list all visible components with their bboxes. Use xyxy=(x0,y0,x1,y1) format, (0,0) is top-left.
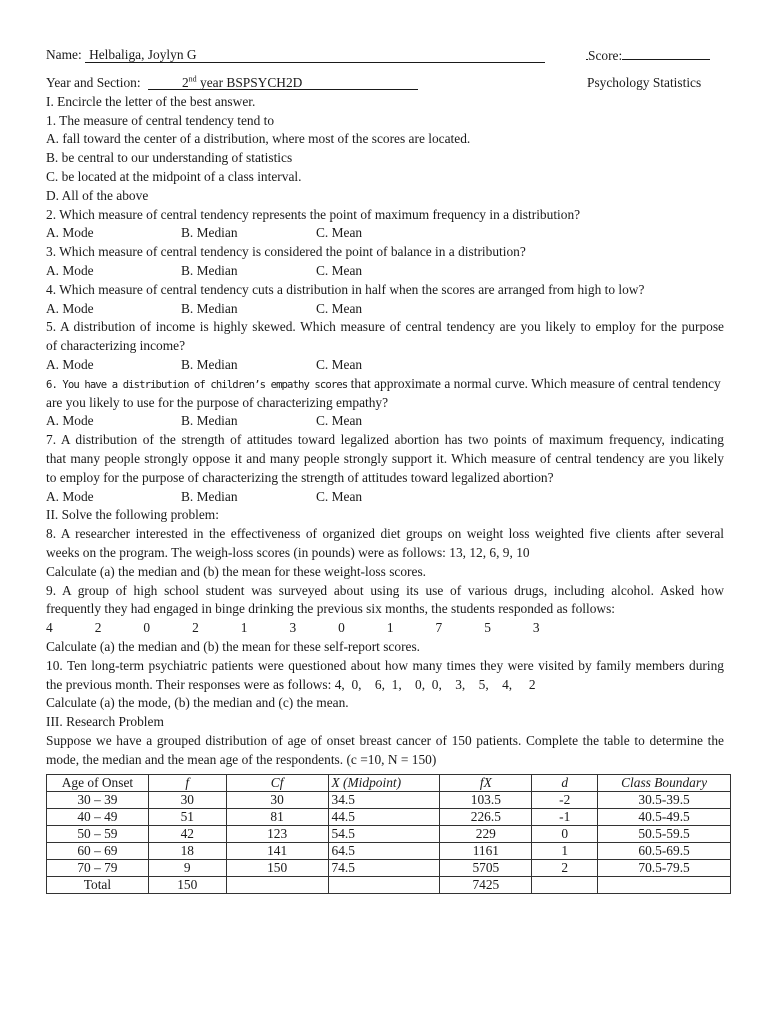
cell-boundary: 70.5-79.5 xyxy=(598,860,731,877)
question-5-line2: of characterizing income? xyxy=(46,338,186,354)
question-4: 4. Which measure of central tendency cuts a distribution in half when the scores are arranged from high to low? xyxy=(46,281,645,297)
q6-options xyxy=(46,412,724,431)
name-score-row xyxy=(46,44,724,66)
cell-d: 2 xyxy=(532,860,598,877)
q3-option-c[interactable]: C. Mean xyxy=(316,262,363,278)
cell-midpoint: 44.5 xyxy=(328,809,440,826)
q7-option-c[interactable]: C. Mean xyxy=(316,488,363,504)
q3-option-b[interactable]: B. Median xyxy=(181,262,238,278)
question-10-line2: the previous month. Their responses were as follows: 4, 0, 6, 1, 0, 0, 3, 5, 4, 2 xyxy=(46,676,536,692)
cell-d: -2 xyxy=(532,792,598,809)
cell-fx: 103.5 xyxy=(440,792,532,809)
cell-midpoint: 74.5 xyxy=(328,860,440,877)
header-age-of-onset: Age of Onset xyxy=(47,775,149,792)
question-2: 2. Which measure of central tendency represents the point of maximum frequency in a distribution? xyxy=(46,206,581,222)
header-midpoint: X (Midpoint) xyxy=(328,775,440,792)
cell-boundary: 40.5-49.5 xyxy=(598,809,731,826)
table-row xyxy=(47,809,731,826)
header-fx: fX xyxy=(440,775,532,792)
question-6-line2: are you likely to use for the purpose of characterizing empathy? xyxy=(46,394,389,410)
q1-option-b[interactable]: B. be central to our understanding of statistics xyxy=(46,150,293,166)
question-10-line1: 10. Ten long-term psychiatric patients were questioned about how many times they were visited by family members during xyxy=(46,657,724,673)
year-section-label: Year and Section: xyxy=(46,75,141,90)
cell-fx: 5705 xyxy=(440,860,532,877)
cell-f: 30 xyxy=(148,792,226,809)
cell-midpoint: 64.5 xyxy=(328,843,440,860)
q9-value: 2 xyxy=(94,620,102,636)
q4-options xyxy=(46,300,724,319)
question-8-line3: Calculate (a) the median and (b) the mean for these weight-loss scores. xyxy=(46,563,427,579)
q5-options xyxy=(46,356,724,375)
q5-option-a[interactable]: A. Mode xyxy=(46,356,94,372)
cell-f: 42 xyxy=(148,826,226,843)
name-value: Helbaliga, Joylyn G xyxy=(89,47,197,62)
q7-option-b[interactable]: B. Median xyxy=(181,488,238,504)
cell-boundary: 30.5-39.5 xyxy=(598,792,731,809)
score-label: Score: xyxy=(588,48,623,63)
question-9-values xyxy=(46,619,724,638)
question-9-line2: frequently they had engaged in binge drinking the previous six months, the students responded as follows: xyxy=(46,601,615,617)
q9-value: 5 xyxy=(484,620,491,636)
cell-f: 9 xyxy=(148,860,226,877)
section2-title: II. Solve the following problem: xyxy=(46,507,219,523)
name-label: Name: xyxy=(46,47,82,62)
table-row xyxy=(47,843,731,860)
q9-value: 1 xyxy=(386,620,394,636)
cell-cf: 150 xyxy=(226,860,328,877)
cell-midpoint: 34.5 xyxy=(328,792,440,809)
worksheet-page xyxy=(46,44,724,769)
q9-value: 4 xyxy=(46,620,53,636)
q2-option-a[interactable]: A. Mode xyxy=(46,225,94,241)
section3-line2: mode, the median and the mean age of the respondents. (c =10, N = 150) xyxy=(46,751,437,767)
q3-options xyxy=(46,262,724,281)
q7-option-a[interactable]: A. Mode xyxy=(46,488,94,504)
table-header-row xyxy=(47,775,731,792)
question-5-line1: 5. A distribution of income is highly skewed. Which measure of central tendency are you likely to employ for the purpose xyxy=(46,319,724,335)
question-8-line1: 8. A researcher interested in the effectiveness of organized diet groups on weight loss weighted five clients after several xyxy=(46,526,724,542)
question-6-line1 xyxy=(46,375,724,394)
cell-f: 18 xyxy=(148,843,226,860)
q5-option-c[interactable]: C. Mean xyxy=(316,356,363,372)
table-total-row xyxy=(47,877,731,894)
score-field[interactable] xyxy=(622,44,710,60)
year-section-row xyxy=(46,74,724,93)
question-7-line1: 7. A distribution of the strength of attitudes toward legalized abortion has two points of maximum frequency, indicating xyxy=(46,432,724,448)
score-field-group xyxy=(586,44,710,67)
q1-option-a[interactable]: A. fall toward the center of a distribution, where most of the scores are located. xyxy=(46,131,471,147)
question-10-line3: Calculate (a) the mode, (b) the median and (c) the mean. xyxy=(46,695,349,711)
cell-age: 40 – 49 xyxy=(47,809,149,826)
cell-total-boundary xyxy=(598,877,731,894)
year-number: 2 xyxy=(181,75,189,90)
year-section-value: year BSPSYCH2D xyxy=(196,75,303,90)
q4-option-b[interactable]: B. Median xyxy=(181,300,238,316)
question-1: 1. The measure of central tendency tend to xyxy=(46,112,275,128)
cell-cf: 81 xyxy=(226,809,328,826)
cell-cf: 30 xyxy=(226,792,328,809)
q9-value: 3 xyxy=(532,620,540,636)
cell-total-label: Total xyxy=(47,877,149,894)
header-class-boundary: Class Boundary xyxy=(598,775,731,792)
q7-options xyxy=(46,488,724,507)
grouped-distribution-table xyxy=(46,774,731,894)
cell-total-fx: 7425 xyxy=(440,877,532,894)
table-row xyxy=(47,826,731,843)
q5-option-b[interactable]: B. Median xyxy=(181,356,238,372)
subject-label: Psychology Statistics xyxy=(587,75,702,90)
header-cf: Cf xyxy=(226,775,328,792)
cell-midpoint: 54.5 xyxy=(328,826,440,843)
q9-value: 0 xyxy=(143,620,151,636)
cell-fx: 229 xyxy=(440,826,532,843)
question-7-line3: to employ for the purpose of characterizing the strength of attitudes toward legalized abortion? xyxy=(46,469,554,485)
section3-line1: Suppose we have a grouped distribution of age of onset breast cancer of 150 patients. Complete the table to determine the xyxy=(46,732,724,748)
q4-option-c[interactable]: C. Mean xyxy=(316,300,363,316)
question-7-line2: that many people strongly oppose it and many people strongly support it. Which measure of central tendency are you likely xyxy=(46,450,724,466)
header-f: f xyxy=(148,775,226,792)
q6-option-c[interactable]: C. Mean xyxy=(316,413,363,429)
q9-value: 0 xyxy=(338,620,345,636)
question-6-lead: 6. You have a distribution of children’s empathy scores xyxy=(46,378,348,391)
q1-option-d[interactable]: D. All of the above xyxy=(46,187,149,203)
cell-d: 0 xyxy=(532,826,598,843)
q1-option-c[interactable]: C. be located at the midpoint of a class interval. xyxy=(46,168,302,184)
cell-total-f: 150 xyxy=(148,877,226,894)
q6-option-b[interactable]: B. Median xyxy=(181,413,238,429)
cell-age: 50 – 59 xyxy=(47,826,149,843)
q3-option-a[interactable]: A. Mode xyxy=(46,262,94,278)
question-9-line1: 9. A group of high school student was surveyed about using its use of various drugs, including alcohol. Asked how xyxy=(46,582,724,598)
cell-cf: 123 xyxy=(226,826,328,843)
cell-total-d xyxy=(532,877,598,894)
cell-fx: 1161 xyxy=(440,843,532,860)
cell-age: 60 – 69 xyxy=(47,843,149,860)
q2-option-c[interactable]: C. Mean xyxy=(316,225,363,241)
cell-age: 30 – 39 xyxy=(47,792,149,809)
name-field[interactable] xyxy=(85,47,545,63)
cell-boundary: 60.5-69.5 xyxy=(598,843,731,860)
cell-f: 51 xyxy=(148,809,226,826)
question-8-line2: weeks on the program. The weigh-loss scores (in pounds) were as follows: 13, 12, 6, 9, 10 xyxy=(46,544,530,560)
cell-cf: 141 xyxy=(226,843,328,860)
q9-value: 2 xyxy=(192,620,199,636)
cell-total-cf xyxy=(226,877,328,894)
table-row xyxy=(47,860,731,877)
q2-option-b[interactable]: B. Median xyxy=(181,225,238,241)
q9-value: 1 xyxy=(240,620,248,636)
section1-title: I. Encircle the letter of the best answer. xyxy=(46,93,256,109)
cell-boundary: 50.5-59.5 xyxy=(598,826,731,843)
year-section-field[interactable] xyxy=(148,75,418,90)
table-row xyxy=(47,792,731,809)
q9-value: 3 xyxy=(289,620,297,636)
section3-title: III. Research Problem xyxy=(46,714,164,730)
year-superscript: nd xyxy=(188,74,197,84)
cell-total-midpoint xyxy=(328,877,440,894)
question-3: 3. Which measure of central tendency is considered the point of balance in a distribution? xyxy=(46,244,526,260)
cell-age: 70 – 79 xyxy=(47,860,149,877)
q4-option-a[interactable]: A. Mode xyxy=(46,300,94,316)
q2-options xyxy=(46,224,724,243)
header-d: d xyxy=(532,775,598,792)
cell-fx: 226.5 xyxy=(440,809,532,826)
q9-value: 7 xyxy=(435,620,443,636)
cell-d: 1 xyxy=(532,843,598,860)
question-9-line3: Calculate (a) the median and (b) the mean for these self-report scores. xyxy=(46,638,421,654)
cell-d: -1 xyxy=(532,809,598,826)
q6-option-a[interactable]: A. Mode xyxy=(46,413,94,429)
question-6-rest: that approximate a normal curve. Which measure of central tendency xyxy=(347,375,721,391)
